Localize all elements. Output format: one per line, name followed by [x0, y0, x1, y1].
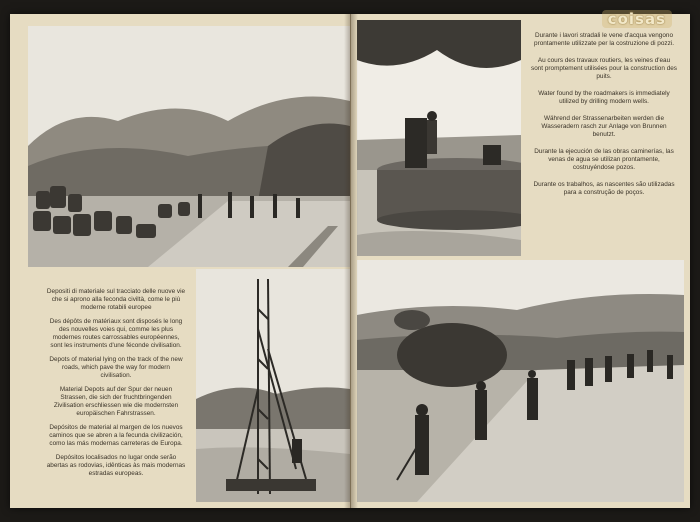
left-page — [10, 14, 351, 508]
watermark-logo: coisas — [602, 10, 672, 28]
caption-english: Water found by the roadmakers is immediately utilized by drilling modern wells. — [538, 90, 670, 105]
caption-german: Material Depots auf der Spur der neuen Strassen, die sich der fruchtbringenden Zivilisation erschliessen wie die modernsten europäischen Fahrstrassen. — [53, 386, 179, 417]
caption-german: Während der Strassenarbeiten werden die Wasseradern rasch zur Anlage von Brunnen benutzt. — [541, 115, 667, 138]
photo-road-workers — [357, 260, 684, 502]
caption-french: Au cours des travaux routiers, les veines d'eau sont promptement utilisées pour la construction des puits. — [531, 57, 677, 80]
photo-well — [357, 20, 521, 256]
open-book — [10, 14, 690, 508]
book-gutter — [344, 14, 358, 508]
caption-portuguese: Durante os trabalhos, as nascentes são utilizadas para a construção de poços. — [533, 181, 675, 196]
caption-italian: Depositi di materiale sul tracciato delle nuove vie che si aprono alla feconda civiltà, come le più moderne rotabili europee — [46, 288, 186, 311]
caption-italian: Durante i lavori stradali le vene d'acqua vengono prontamente utilizzate per la costruzione di pozzi. — [534, 32, 674, 47]
right-page — [351, 14, 690, 508]
photo-material-depots — [28, 26, 350, 267]
right-captions — [531, 32, 677, 260]
left-captions — [46, 288, 186, 498]
caption-portuguese: Depósitos localisados no lugar onde serão abertas as rodovias, idênticas às mais modernas estradas europeas. — [46, 454, 186, 477]
caption-spanish: Durante la ejecución de las obras caminerías, las venas de agua se utilizan prontamente, costruyéndose pozos. — [534, 148, 674, 171]
caption-english: Depots of material lying on the track of the new roads, which pave the way for modern civilisation. — [49, 356, 183, 379]
caption-spanish: Depósitos de material al margen de los nuevos caminos que se abren a la fecunda civilización, como las más modernas carreteras de Europa. — [49, 424, 183, 447]
caption-french: Des dépôts de matériaux sont disposés le long des nouvelles voies qui, comme les plus modernes routes carrossables européennes, sont les instruments d'une féconde civilisation. — [49, 318, 183, 349]
photo-drilling-rig — [196, 269, 350, 502]
